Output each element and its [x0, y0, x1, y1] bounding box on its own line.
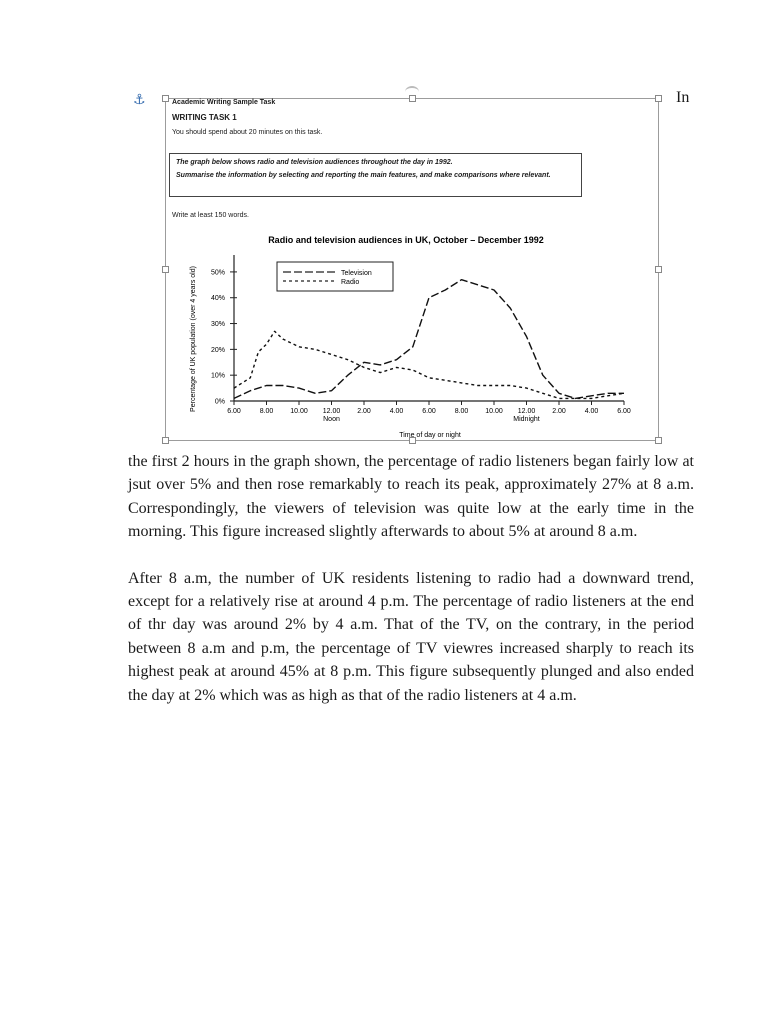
series-line-radio: [234, 331, 624, 398]
embedded-image-frame[interactable]: [165, 98, 659, 441]
continuation-word[interactable]: In: [676, 89, 690, 106]
task-prompt-box: [169, 153, 582, 197]
x-tick-label: 6.00: [422, 408, 436, 415]
y-tick-label: 10%: [210, 372, 225, 380]
y-tick-label: 50%: [210, 269, 225, 277]
y-tick-label: 30%: [210, 321, 225, 329]
legend-radio-label: Radio: [341, 279, 360, 286]
word-count-note: Write at least 150 words.: [172, 212, 249, 219]
chart-title: Radio and television audiences in UK, October – December 1992: [268, 235, 544, 245]
x-tick-label: 6.00: [617, 408, 631, 415]
anchor-icon[interactable]: ⚓: [133, 92, 146, 108]
prompt-line-1: The graph below shows radio and television audiences throughout the day in 1992.: [176, 159, 453, 166]
paragraph-1[interactable]: the first 2 hours in the graph shown, the percentage of radio listeners began fairly low at jsut over 5% and then rose remarkably to reach its peak, approximately 27% at 8 a.m. Correspondingly, the viewers of television was quite low at the early time in the morning. This figure increased slightly afterwards to about 5% at around 8 a.m.: [128, 453, 694, 541]
x-sublabel: Noon: [323, 416, 340, 423]
y-tick-label: 20%: [210, 346, 225, 354]
task-title: WRITING TASK 1: [172, 113, 237, 122]
series-line-television: [234, 280, 624, 399]
x-tick-label: 8.00: [259, 408, 274, 415]
x-tick-label: 6.00: [227, 408, 241, 415]
prompt-line-2: Summarise the information by selecting and reporting the main features, and make comparisons where relevant.: [176, 171, 551, 179]
task-image: [166, 99, 658, 440]
y-tick-label: 40%: [210, 295, 225, 303]
x-tick-label: 4.00: [584, 408, 599, 415]
chart-x-axis-label: Time of day or night: [399, 432, 461, 439]
x-tick-label: 12.00: [517, 408, 536, 415]
x-tick-label: 10.00: [290, 408, 308, 415]
document-body[interactable]: [128, 450, 694, 730]
x-tick-label: 2.00: [357, 408, 371, 415]
x-tick-label: 8.00: [454, 408, 469, 415]
chart-legend: [277, 262, 393, 291]
x-sublabel: Midnight: [513, 416, 540, 423]
x-tick-label: 12.00: [322, 408, 341, 415]
x-tick-label: 4.00: [389, 408, 404, 415]
chart-y-axis-label: Percentage of UK population (over 4 years old): [190, 266, 197, 412]
task-header: Academic Writing Sample Task: [172, 99, 276, 106]
y-tick-label: 0%: [214, 398, 225, 406]
x-tick-label: 2.00: [552, 408, 566, 415]
paragraph-2[interactable]: After 8 a.m, the number of UK residents listening to radio had a downward trend, except for a relatively rise at around 4 p.m. The percentage of radio listeners at the end of thr day was around 2% by 4 a.m. That of the TV, on the contrary, in the period between 8 a.m and p.m, the percentage of TV viewres increased sharply to reach its highest peak at around 45% at 8 p.m. This figure subsequently plunged and also ended the day at 2% which was as high as that of the radio listeners at 4 a.m.: [128, 569, 694, 704]
x-tick-label: 10.00: [485, 408, 503, 415]
chart-plot-area: [211, 255, 631, 423]
line-chart: [166, 229, 660, 442]
task-time-note: You should spend about 20 minutes on this task.: [172, 129, 323, 136]
legend-television-label: Television: [341, 270, 372, 277]
